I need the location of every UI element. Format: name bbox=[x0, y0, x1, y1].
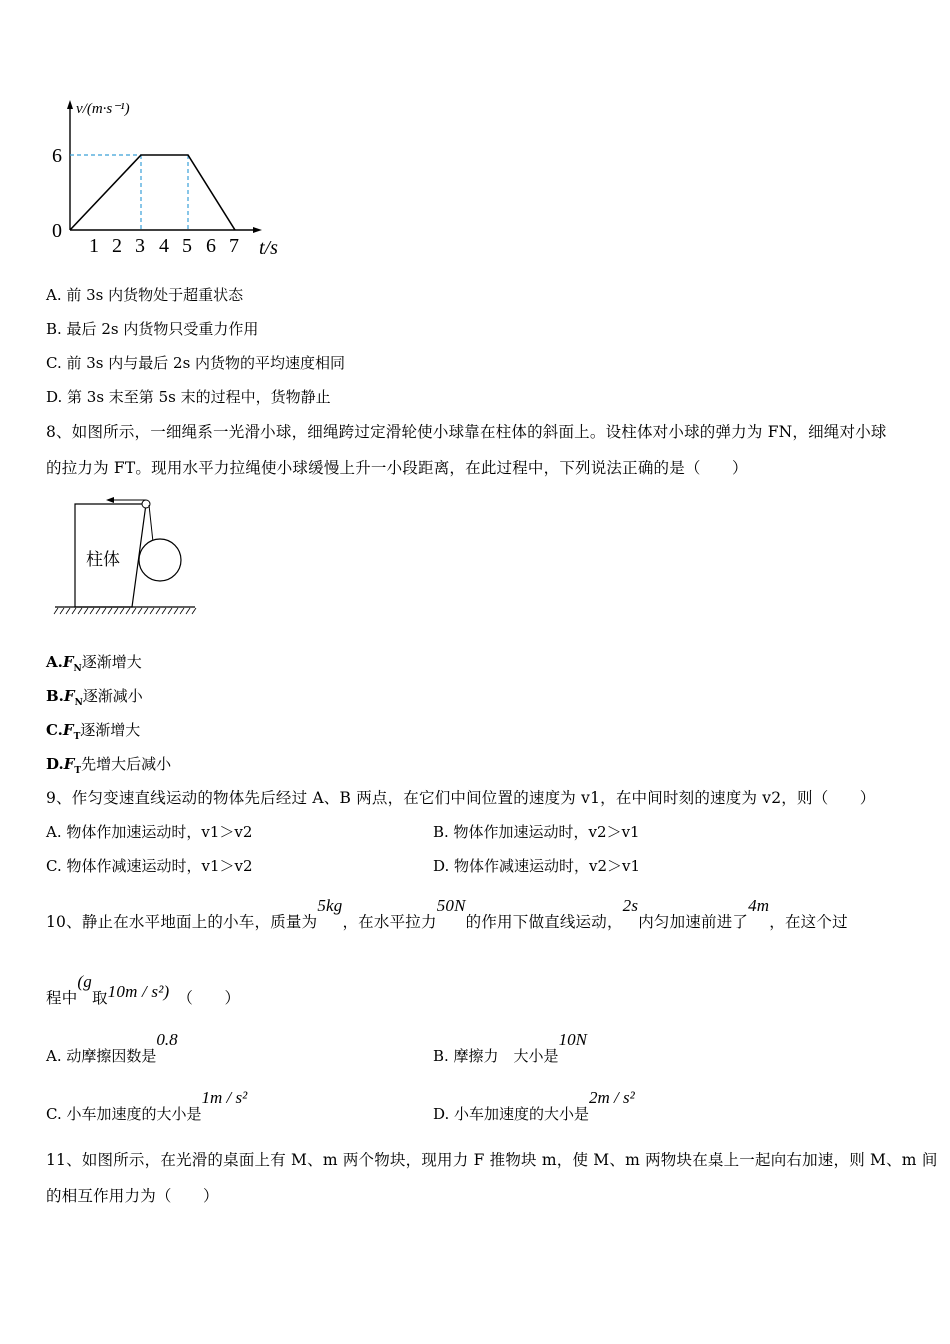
y-axis-label: v/(m·s⁻¹) bbox=[76, 101, 130, 117]
x-tick-2: 2 bbox=[112, 235, 122, 257]
q10-option-c: C. 小车加速度的大小是1m / s² bbox=[46, 1088, 248, 1123]
q10-stem-line1: 10、静止在水平地面上的小车，质量为5kg，在水平拉力50N的作用下做直线运动，2s内匀加速前进了4m，在这个过 bbox=[46, 896, 848, 931]
q8-stem-line1: 8、如图所示，一细绳系一光滑小球，细绳跨过定滑轮使小球靠在柱体的斜面上。设柱体对小球的弹力为 FN，细绳对小球 bbox=[46, 423, 887, 441]
x-tick-3: 3 bbox=[135, 235, 145, 257]
q10-distance: 4m bbox=[748, 896, 770, 915]
q10-stem-line2: 程中(g取10m / s²) （ ） bbox=[46, 972, 241, 1007]
q10-g-value: 10m / s²) bbox=[107, 982, 170, 1001]
q7-option-d: D. 第 3s 末至第 5s 末的过程中，货物静止 bbox=[46, 388, 331, 406]
q9-stem: 9、作匀变速直线运动的物体先后经过 A、B 两点，在它们中间位置的速度为 v1，在中间时刻的速度为 v2，则（ ） bbox=[46, 789, 876, 807]
q10-time: 2s bbox=[622, 896, 639, 915]
q9-option-c: C. 物体作减速运动时，v1＞v2 bbox=[46, 857, 253, 875]
origin-label: 0 bbox=[52, 220, 62, 242]
q9-option-a: A. 物体作加速运动时，v1＞v2 bbox=[46, 823, 253, 841]
q11-stem-line1: 11、如图所示，在光滑的桌面上有 M、m 两个物块，现用力 F 推物块 m，使 M、m 两物块在桌上一起向右加速，则 M、m 间 bbox=[46, 1151, 938, 1169]
q7-option-c: C. 前 3s 内与最后 2s 内货物的平均速度相同 bbox=[46, 354, 346, 372]
x-tick-7: 7 bbox=[229, 235, 239, 257]
q9-option-d: D. 物体作减速运动时，v2＞v1 bbox=[433, 857, 641, 875]
y-tick-6: 6 bbox=[52, 145, 62, 167]
q11-stem-line2: 的相互作用力为（ ） bbox=[46, 1187, 219, 1205]
q10-option-a: A. 动摩擦因数是0.8 bbox=[46, 1030, 178, 1065]
x-axis-label: t/s bbox=[259, 237, 278, 259]
q8-option-b: $B.F_N$逐渐减小 bbox=[46, 687, 143, 708]
q8-stem-line2: 的拉力为 FT。现用水平力拉绳使小球缓慢上升一小段距离，在此过程中，下列说法正确的是（ ） bbox=[46, 459, 748, 477]
pillar-label: 柱体 bbox=[86, 550, 120, 570]
q10-g-symbol: (g bbox=[77, 972, 92, 991]
q10-option-b: B. 摩擦力 大小是10N bbox=[433, 1030, 587, 1065]
x-tick-6: 6 bbox=[206, 235, 216, 257]
vt-graph bbox=[40, 92, 300, 262]
q10-mass: 5kg bbox=[317, 896, 343, 915]
x-tick-1: 1 bbox=[89, 235, 99, 257]
pillar-ball-diagram bbox=[50, 490, 210, 620]
x-tick-4: 4 bbox=[159, 235, 169, 257]
q9-option-b: B. 物体作加速运动时，v2＞v1 bbox=[433, 823, 640, 841]
q7-option-a: A. 前 3s 内货物处于超重状态 bbox=[46, 286, 244, 304]
q7-option-b: B. 最后 2s 内货物只受重力作用 bbox=[46, 320, 259, 338]
q10-force: 50N bbox=[436, 896, 466, 915]
q8-option-a: $A.F_N$逐渐增大 bbox=[46, 653, 142, 674]
q8-option-c: $C.F_T$逐渐增大 bbox=[46, 721, 141, 742]
x-tick-5: 5 bbox=[182, 235, 192, 257]
q8-option-d: $D.F_T$先增大后减小 bbox=[46, 755, 172, 776]
q10-option-d: D. 小车加速度的大小是2m / s² bbox=[433, 1088, 635, 1123]
